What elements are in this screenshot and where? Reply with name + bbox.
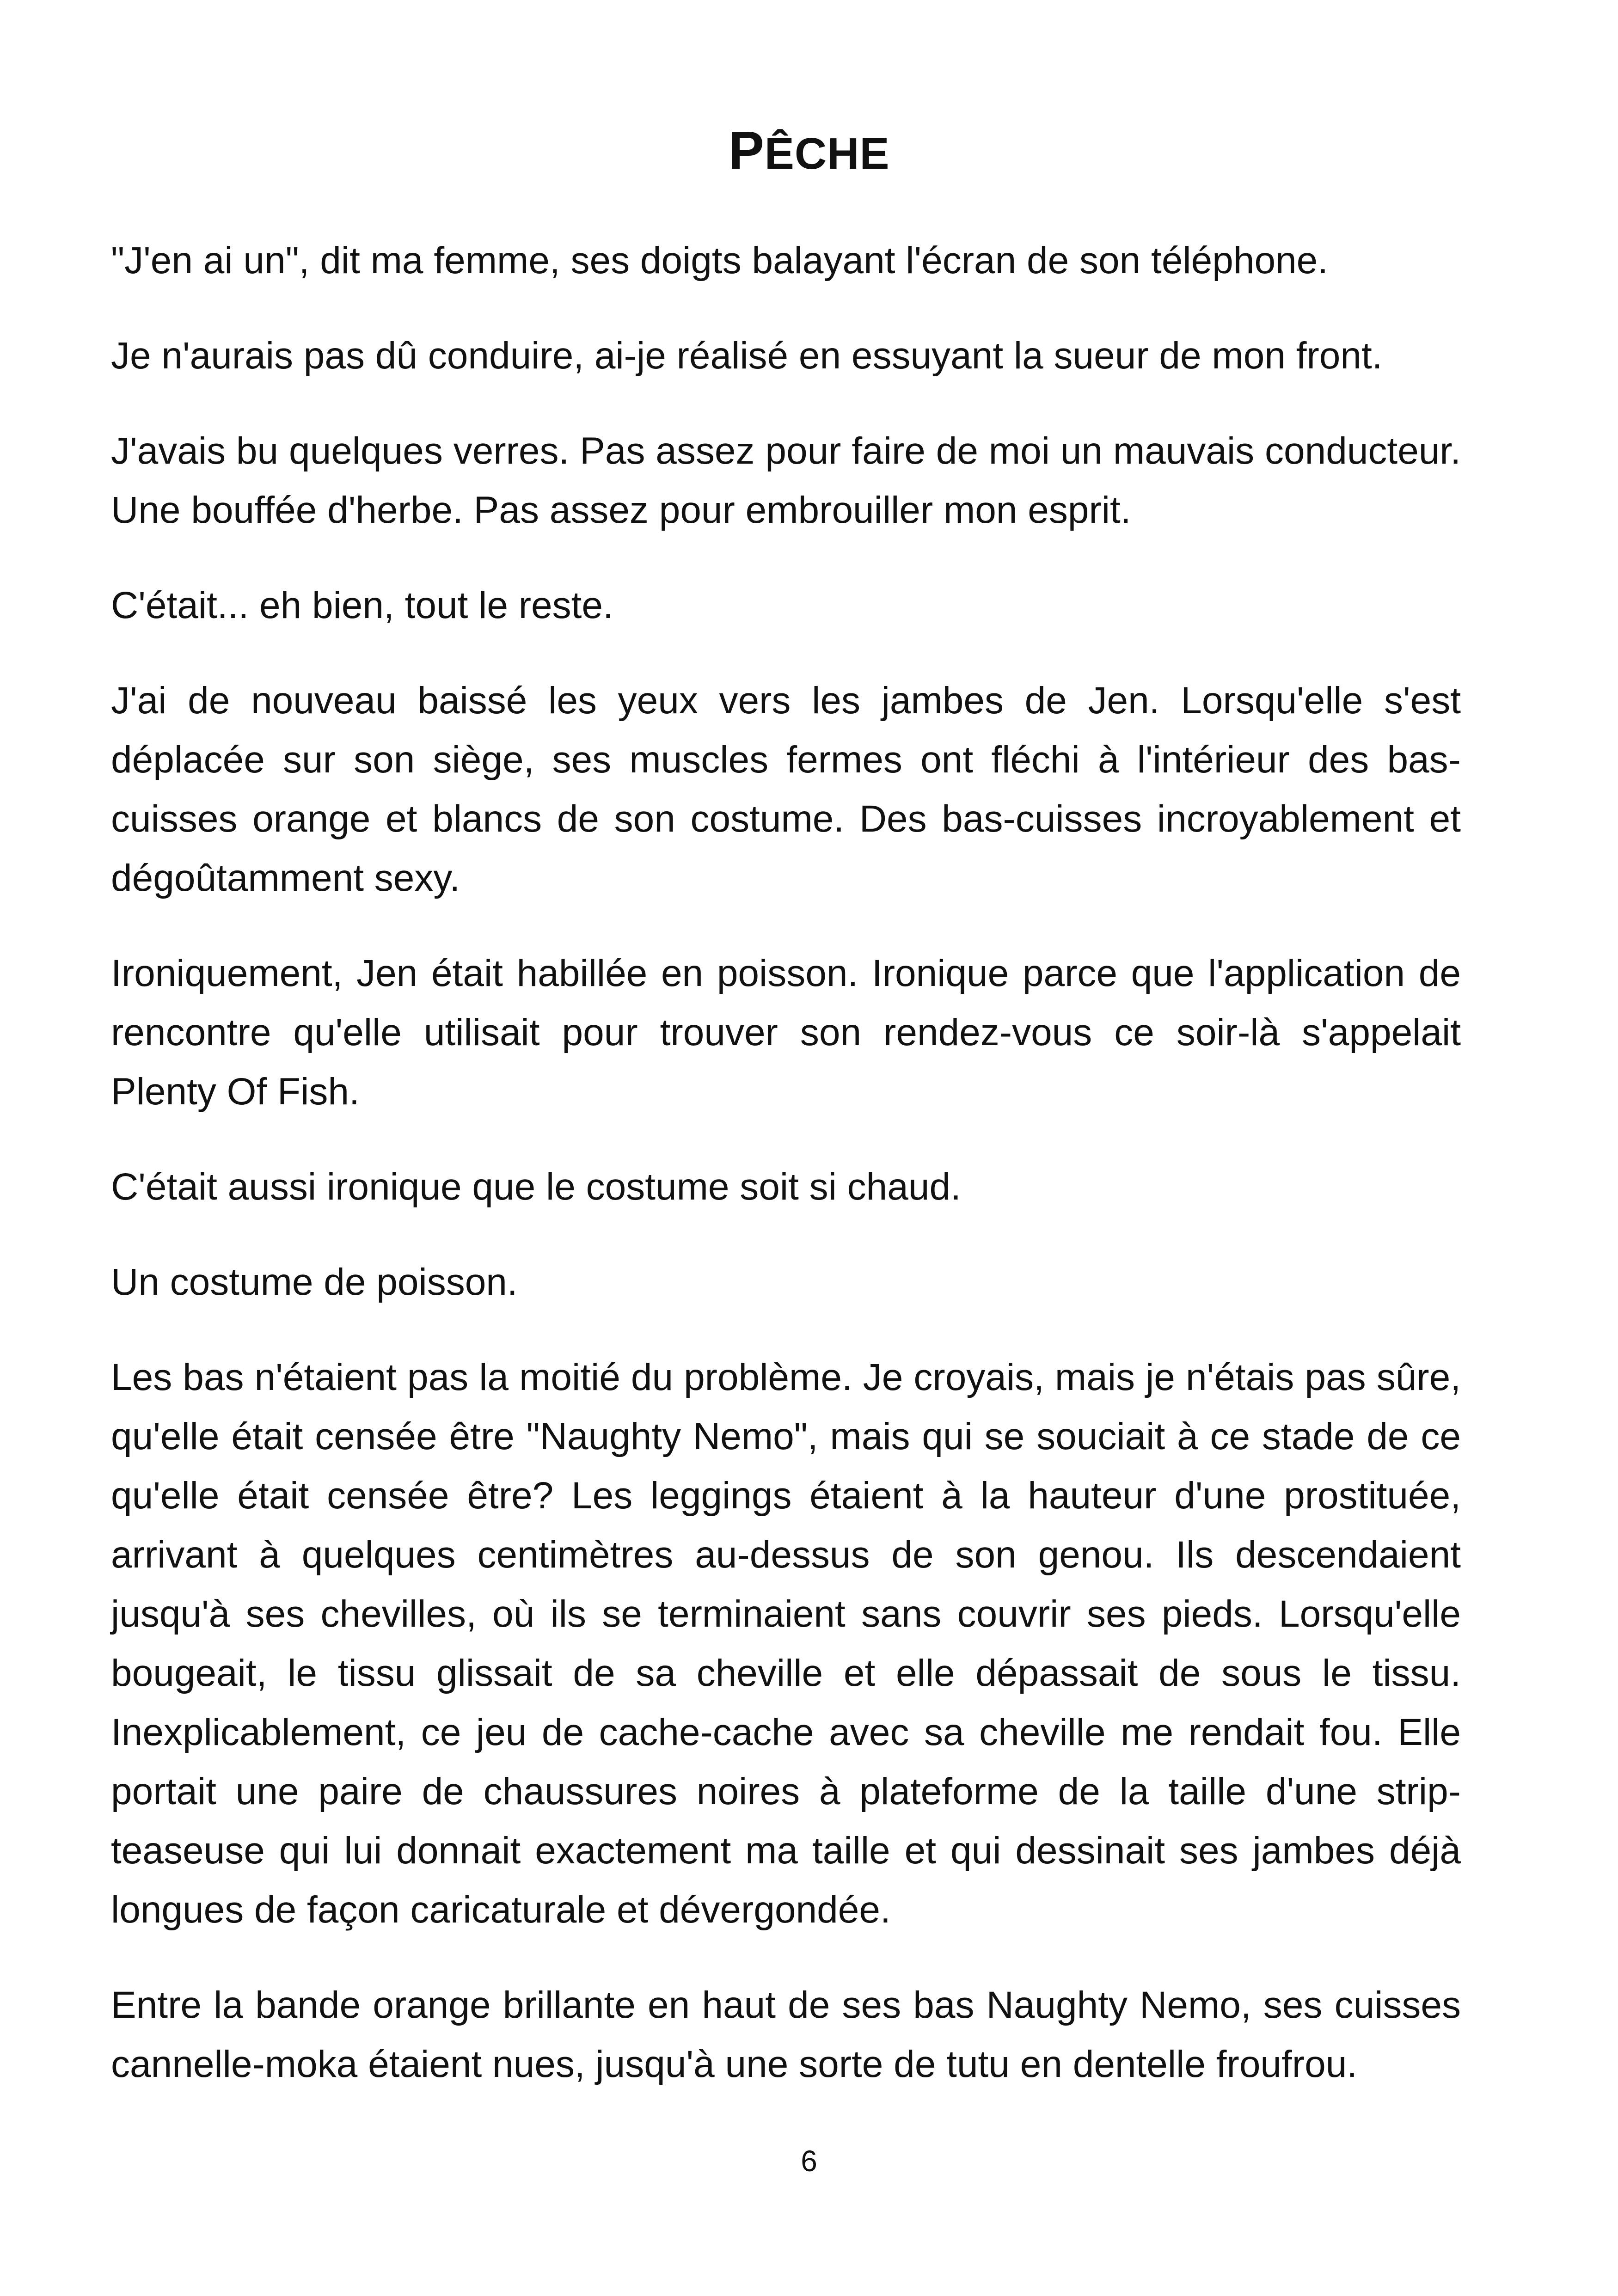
chapter-body bbox=[111, 231, 1461, 2094]
chapter-title-initial: P bbox=[728, 120, 765, 180]
chapter-title bbox=[0, 118, 1618, 186]
chapter-title-rest: ÊCHE bbox=[764, 129, 890, 178]
paragraph: J'avais bu quelques verres. Pas assez pour faire de moi un mauvais conducteur. Une bouffée d'herbe. Pas assez pour embrouiller mon esprit. bbox=[111, 430, 1461, 531]
page-number: 6 bbox=[801, 2144, 817, 2178]
paragraph: Les bas n'étaient pas la moitié du problème. Je croyais, mais je n'étais pas sûre, qu'elle était censée être "Naughty Nemo", mais qui se souciait à ce stade de ce qu'elle était censée être? Les leggings étaient à la hauteur d'une prostituée, arrivant à quelques centimètres au-dessus de son genou. Ils descendaient jusqu'à ses chevilles, où ils se terminaient sans couvrir ses pieds. Lorsqu'elle bougeait, le tissu glissait de sa cheville et elle dépassait de sous le tissu. Inexplicablement, ce jeu de cache-cache avec sa cheville me rendait fou. Elle portait une paire de chaussures noires à plateforme de la taille d'une strip-teaseuse qui lui donnait exactement ma taille et qui dessinait ses jambes déjà longues de façon caricaturale et dévergondée. bbox=[111, 1356, 1461, 1931]
paragraph: "J'en ai un", dit ma femme, ses doigts balayant l'écran de son téléphone. bbox=[111, 239, 1329, 282]
paragraph: C'était... eh bien, tout le reste. bbox=[111, 584, 613, 626]
paragraph: Je n'aurais pas dû conduire, ai-je réalisé en essuyant la sueur de mon front. bbox=[111, 335, 1383, 377]
paragraph: Ironiquement, Jen était habillée en poisson. Ironique parce que l'application de rencontre qu'elle utilisait pour trouver son rendez-vous ce soir-là s'appelait Plenty Of Fish. bbox=[111, 952, 1461, 1113]
paragraph: Un costume de poisson. bbox=[111, 1261, 518, 1303]
paragraph: Entre la bande orange brillante en haut de ses bas Naughty Nemo, ses cuisses cannelle-moka étaient nues, jusqu'à une sorte de tutu en dentelle froufrou. bbox=[111, 1984, 1461, 2085]
paragraph: J'ai de nouveau baissé les yeux vers les jambes de Jen. Lorsqu'elle s'est déplacée sur son siège, ses muscles fermes ont fléchi à l'intérieur des bas-cuisses orange et blancs de son costume. Des bas-cuisses incroyablement et dégoûtamment sexy. bbox=[111, 680, 1461, 899]
paragraph: C'était aussi ironique que le costume soit si chaud. bbox=[111, 1166, 961, 1208]
